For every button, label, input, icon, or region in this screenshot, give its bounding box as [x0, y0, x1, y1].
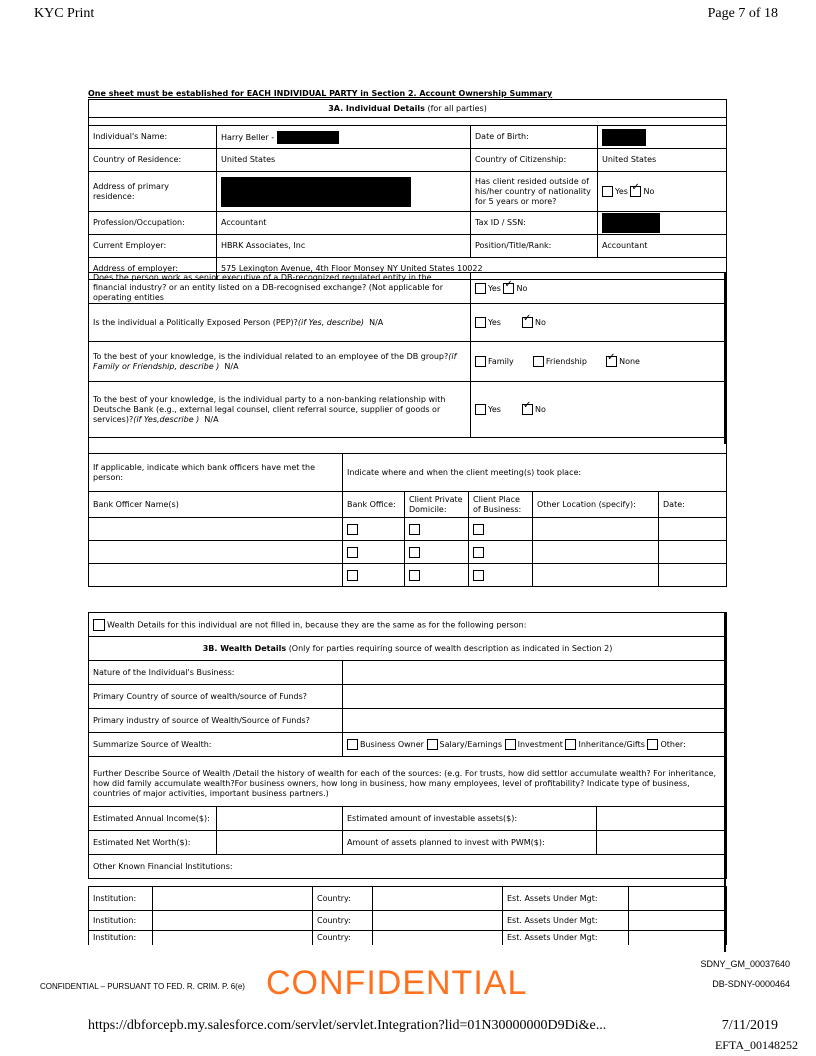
inheritance-checkbox[interactable] [565, 739, 576, 750]
annual-income-value[interactable] [217, 807, 343, 831]
nonbanking-yes-checkbox[interactable] [475, 404, 486, 415]
bank-office-checkbox[interactable] [347, 524, 358, 535]
bank-office-checkbox[interactable] [347, 570, 358, 581]
meeting-row [89, 564, 727, 587]
redaction-box [602, 129, 646, 146]
business-owner-checkbox[interactable] [347, 739, 358, 750]
border-edge [724, 272, 726, 444]
place-of-business-checkbox[interactable] [473, 570, 484, 581]
annual-income-label: Estimated Annual Income($): [89, 807, 217, 831]
place-of-business-checkbox[interactable] [473, 524, 484, 535]
institution-row [89, 911, 727, 931]
position-value: Accountant [598, 235, 727, 258]
officer-name-cell[interactable] [89, 564, 343, 587]
pwm-value[interactable] [597, 831, 727, 855]
institution-country-value[interactable] [373, 931, 503, 945]
private-domicile-checkbox[interactable] [409, 547, 420, 558]
private-domicile-checkbox[interactable] [409, 524, 420, 535]
net-worth-value[interactable] [217, 831, 343, 855]
citizenship-value: United States [598, 149, 727, 172]
investable-value[interactable] [597, 807, 727, 831]
country-source-label: Primary Country of source of wealth/source of Funds? [89, 685, 343, 709]
investment-checkbox[interactable] [505, 739, 516, 750]
net-worth-label: Estimated Net Worth($): [89, 831, 217, 855]
family-checkbox[interactable] [475, 356, 486, 367]
efta-number: EFTA_00148252 [714, 1038, 798, 1052]
nonbanking-no-checkbox[interactable] [522, 404, 533, 415]
date-cell[interactable] [659, 518, 727, 541]
institution-row [89, 887, 727, 911]
senior-exec-yes-checkbox[interactable] [475, 283, 486, 294]
section-3a-title: 3A. Individual Details (for all parties) [89, 100, 727, 118]
institutions-table [88, 886, 727, 945]
officer-name-cell[interactable] [89, 541, 343, 564]
date-cell[interactable] [659, 564, 727, 587]
employer-address-value: 575 Lexington Avenue, 4th Floor Monsey NY United States 10022 [217, 258, 727, 280]
aum-label: Est. Assets Under Mgt: [503, 887, 629, 911]
place-of-business-checkbox[interactable] [473, 547, 484, 558]
salary-checkbox[interactable] [427, 739, 438, 750]
industry-source-label: Primary industry of source of Wealth/Source of Funds? [89, 709, 343, 733]
country-source-value[interactable] [343, 685, 727, 709]
senior-exec-question: Does the person work as senior executive of a DB-recognized regulated entity in the financial industry? or an entity listed on a DB-recognised exchange? (Not applicable for operating entities [89, 273, 471, 304]
other-location-cell[interactable] [533, 541, 659, 564]
meeting-row [89, 518, 727, 541]
investable-label: Estimated amount of investable assets($): [343, 807, 597, 831]
institution-row [89, 931, 727, 945]
further-describe: Further Describe Source of Wealth /Detail the history of wealth for each of the sources: (e.g. For trusts, how did settlor accumulate wealth? For inheritance, how did family accumulate wealth?For business owners, how long in business, how many employees, level of profitability? Indicate type of business, countries of major activities, important business partners.) [89, 757, 727, 807]
employer-value: HBRK Associates, Inc [217, 235, 471, 258]
redaction-box [221, 177, 411, 207]
meeting-where-label: Indicate where and when the client meeting(s) took place: [343, 454, 727, 492]
institution-country-value[interactable] [373, 887, 503, 911]
redaction-box [602, 213, 660, 233]
private-domicile-checkbox[interactable] [409, 570, 420, 581]
officers-label: If applicable, indicate which bank officers have met the person: [89, 454, 343, 492]
pep-yes-checkbox[interactable] [475, 317, 486, 328]
same-as-row: Wealth Details for this individual are not filled in, because they are the same as for the following person: [89, 613, 727, 637]
pep-no-checkbox[interactable] [522, 317, 533, 328]
screening-questions-table [88, 272, 727, 472]
aum-value[interactable] [629, 887, 727, 911]
profession-label: Profession/Occupation: [89, 212, 217, 235]
section-3b-title: 3B. Wealth Details (Only for parties requiring source of wealth description as indicated in Section 2) [89, 637, 727, 661]
page-number: Page 7 of 18 [707, 6, 778, 21]
col-date: Date: [659, 492, 727, 518]
col-place-of-business: Client Place of Business: [469, 492, 533, 518]
print-header-title: KYC Print [34, 6, 95, 21]
print-date: 7/11/2019 [721, 1018, 778, 1033]
institution-country-value[interactable] [373, 911, 503, 931]
institution-label: Institution: [89, 931, 153, 945]
col-bank-office: Bank Office: [343, 492, 405, 518]
officer-name-cell[interactable] [89, 518, 343, 541]
col-private-domicile: Client Private Domicile: [405, 492, 469, 518]
institution-label: Institution: [89, 887, 153, 911]
nonbanking-question: To the best of your knowledge, is the individual party to a non-banking relationship with Deutsche Bank (e.g., external legal counsel, client referral source, supplier of goods or services)?(if Yes,describe ) N/A [89, 382, 471, 438]
related-options: Family Friendship ✓ None [471, 342, 727, 382]
industry-source-value[interactable] [343, 709, 727, 733]
none-checkbox[interactable] [606, 356, 617, 367]
bates-number-1: SDNY_GM_00037640 [700, 959, 790, 969]
bates-number-2: DB-SDNY-0000464 [712, 979, 790, 989]
aum-label: Est. Assets Under Mgt: [503, 911, 629, 931]
intro-note: One sheet must be established for EACH INDIVIDUAL PARTY in Section 2. Account Ownership Summary [88, 89, 553, 98]
pwm-label: Amount of assets planned to invest with PWM($): [343, 831, 597, 855]
employer-address-label: Address of employer: [89, 258, 217, 280]
pep-question: Is the individual a Politically Exposed Person (PEP)?(if Yes, describe) N/A [89, 304, 471, 342]
aum-value[interactable] [629, 911, 727, 931]
other-location-cell[interactable] [533, 564, 659, 587]
aum-value[interactable] [629, 931, 727, 945]
summarize-options: Business Owner Salary/Earnings Investment Inheritance/Gifts Other: [343, 733, 727, 757]
employer-label: Current Employer: [89, 235, 217, 258]
bank-office-checkbox[interactable] [347, 547, 358, 558]
institution-country-label: Country: [313, 931, 373, 945]
individual-name-label: Individual's Name: [89, 126, 217, 149]
border-edge [724, 612, 726, 952]
taxid-label: Tax ID / SSN: [471, 212, 598, 235]
confidential-stamp: CONFIDENTIAL [266, 964, 528, 1002]
residence-value: United States [217, 149, 471, 172]
position-label: Position/Title/Rank: [471, 235, 598, 258]
wealth-details-table [88, 612, 727, 879]
senior-exec-options: Yes ✓ No [471, 273, 727, 304]
meeting-table [88, 453, 727, 587]
meeting-row [89, 541, 727, 564]
institution-value[interactable] [153, 931, 313, 945]
nature-label: Nature of the Individual's Business: [89, 661, 343, 685]
institution-country-label: Country: [313, 887, 373, 911]
resided-outside-label: Has client resided outside of his/her country of nationality for 5 years or more? [471, 172, 598, 212]
residence-label: Country of Residence: [89, 149, 217, 172]
summarize-label: Summarize Source of Wealth: [89, 733, 343, 757]
nonbanking-options: Yes ✓ No [471, 382, 727, 438]
individual-name-value: Harry Beller - [217, 126, 471, 149]
other-checkbox[interactable] [647, 739, 658, 750]
related-question: To the best of your knowledge, is the individual related to an employee of the DB group?(if Family or Friendship, describe ) N/A [89, 342, 471, 382]
friendship-checkbox[interactable] [533, 356, 544, 367]
col-other-location: Other Location (specify): [533, 492, 659, 518]
col-officer-name: Bank Officer Name(s) [89, 492, 343, 518]
senior-exec-no-checkbox[interactable] [503, 283, 514, 294]
institution-label: Institution: [89, 911, 153, 931]
confidential-notice: CONFIDENTIAL – PURSUANT TO FED. R. CRIM. P. 6(e) [40, 982, 245, 991]
resided-no-checkbox[interactable] [630, 186, 641, 197]
citizenship-label: Country of Citizenship: [471, 149, 598, 172]
nature-value[interactable] [343, 661, 727, 685]
taxid-value [598, 212, 727, 235]
redaction-box [277, 131, 339, 144]
dob-value [598, 126, 727, 149]
pep-options: Yes ✓ No [471, 304, 727, 342]
institution-country-label: Country: [313, 911, 373, 931]
institution-value[interactable] [153, 911, 313, 931]
date-cell[interactable] [659, 541, 727, 564]
individual-details-table [88, 99, 727, 280]
other-location-cell[interactable] [533, 518, 659, 541]
other-institutions-label: Other Known Financial Institutions: [89, 855, 727, 879]
dob-label: Date of Birth: [471, 126, 598, 149]
print-url: https://dbforcepb.my.salesforce.com/servlet/servlet.Integration?lid=01N30000000D9Di&e... [88, 1018, 607, 1033]
resided-outside-options: Yes ✓ No [598, 172, 727, 212]
profession-value: Accountant [217, 212, 471, 235]
address-value [217, 172, 471, 212]
resided-yes-checkbox[interactable] [602, 186, 613, 197]
same-as-checkbox[interactable] [93, 619, 105, 631]
aum-label: Est. Assets Under Mgt: [503, 931, 629, 945]
institution-value[interactable] [153, 887, 313, 911]
address-label: Address of primary residence: [89, 172, 217, 212]
